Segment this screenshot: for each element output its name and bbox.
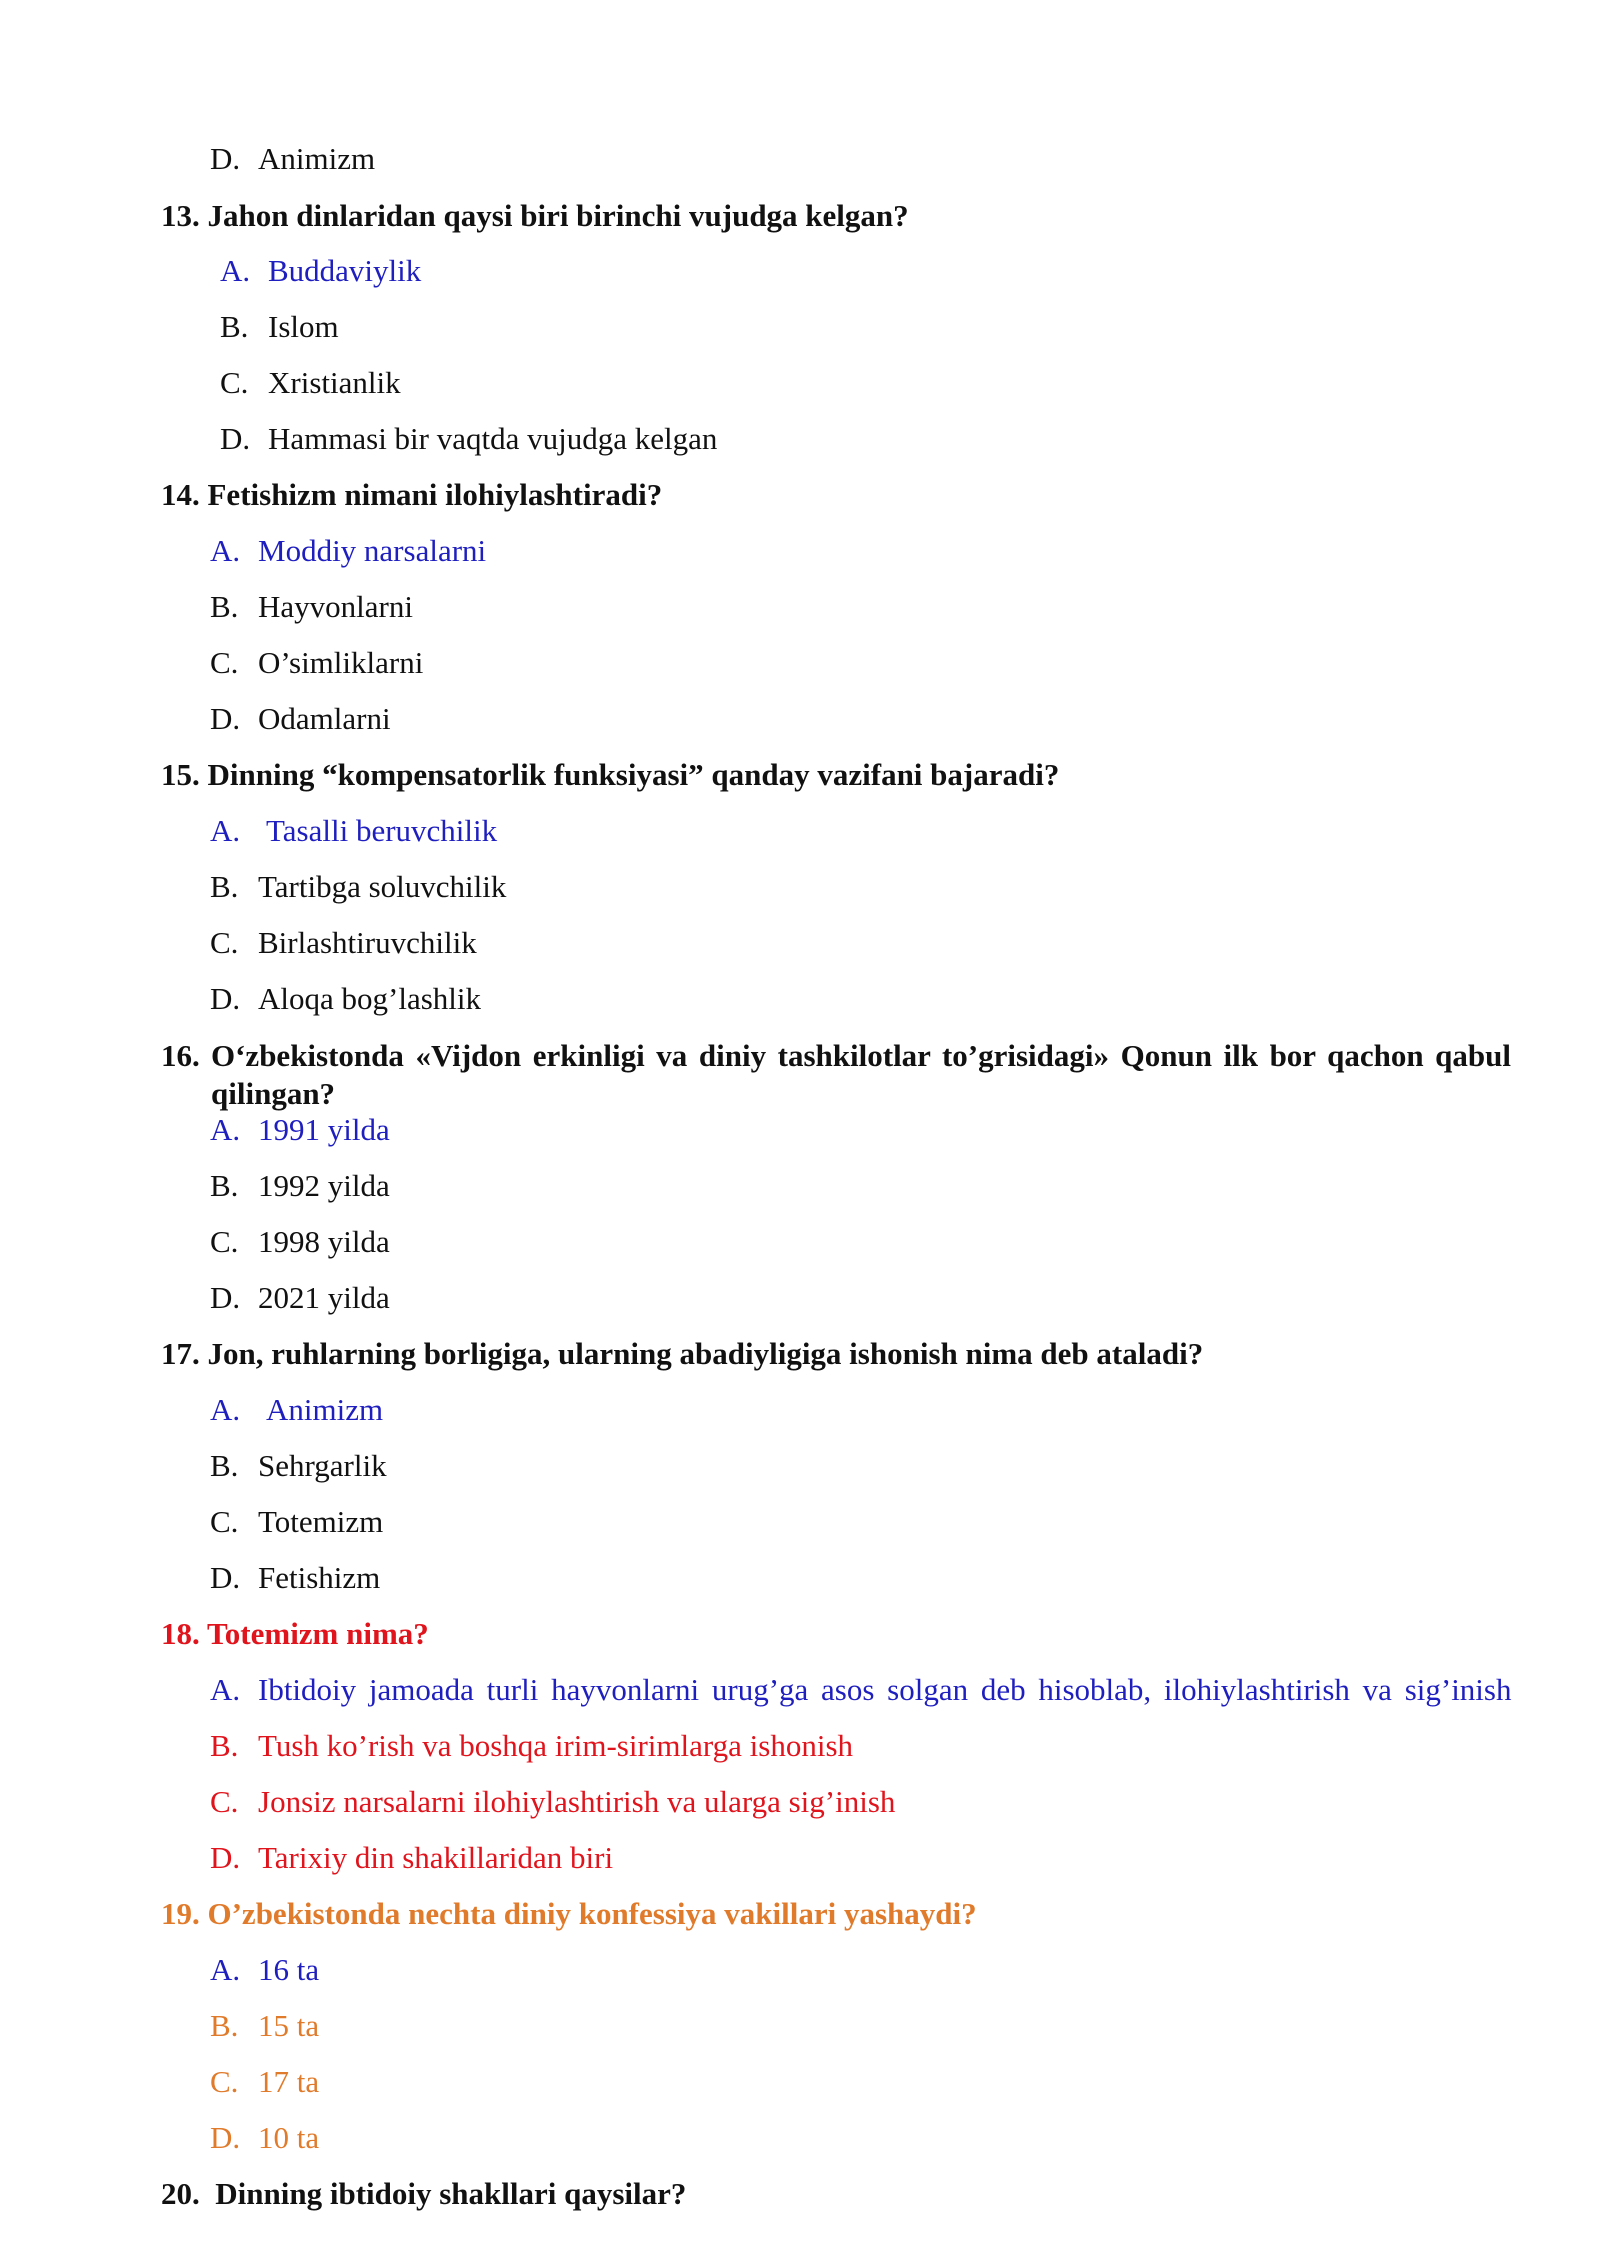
option-item: [210, 1110, 390, 1150]
option-text: Aloqa bog’lashlik: [258, 981, 481, 1016]
option-item: [220, 363, 401, 403]
option-letter: D.: [210, 701, 241, 736]
option-letter: C.: [210, 1784, 239, 1819]
option-text: Buddaviylik: [268, 253, 422, 288]
option-letter: B.: [210, 1728, 239, 1763]
question-number: 14.: [161, 477, 200, 512]
option-item: [210, 811, 497, 851]
question-17: [161, 1334, 1203, 1374]
option-item: [210, 2062, 319, 2102]
option-text: Sehrgarlik: [258, 1448, 387, 1483]
option-letter: A.: [210, 533, 241, 568]
option-item: [210, 1782, 895, 1822]
question-number: 16.: [161, 1038, 200, 1073]
option-item: [210, 1950, 319, 1990]
option-item: [210, 1838, 613, 1878]
option-letter: D.: [210, 1280, 241, 1315]
option-letter: C.: [210, 2064, 239, 2099]
option-letter: C.: [210, 645, 239, 680]
option-text: 1992 yilda: [258, 1168, 390, 1203]
option-letter: D.: [210, 141, 241, 176]
option-item: [210, 1166, 390, 1206]
question-number: 18.: [161, 1616, 200, 1651]
question-text: Dinning “kompensatorlik funksiyasi” qanday vazifani bajaradi?: [207, 757, 1060, 792]
question-14: [161, 475, 662, 515]
option-text: Islom: [268, 309, 339, 344]
question-text: O‘zbekistonda «Vijdon erkinligi va diniy tashkilotlar to’grisidagi» Qonun ilk bor qachon qabul qilingan?: [211, 1038, 1511, 1111]
option-text: Tartibga soluvchilik: [258, 869, 507, 904]
option-text: Ibtidoiy jamoada turli hayvonlarni urug’ga asos solgan deb hisoblab, ilohiylashtirish va sig’inish: [258, 1672, 1512, 1707]
option-text: Hammasi bir vaqtda vujudga kelgan: [268, 421, 718, 456]
question-number: 17.: [161, 1336, 200, 1371]
option-item: [210, 1278, 390, 1318]
option-text: 10 ta: [258, 2120, 320, 2155]
option-text: Xristianlik: [268, 365, 401, 400]
option-text: Jonsiz narsalarni ilohiylashtirish va ularga sig’inish: [258, 1784, 896, 1819]
option-letter: C.: [210, 1504, 239, 1539]
question-number: 19.: [161, 1896, 200, 1931]
option-item: [210, 1390, 383, 1430]
option-letter: D.: [210, 1840, 241, 1875]
option-text: Hayvonlarni: [258, 589, 413, 624]
option-letter: B.: [210, 1448, 239, 1483]
question-13: [161, 196, 909, 236]
question-text: Jon, ruhlarning borligiga, ularning abadiyligiga ishonish nima deb ataladi?: [207, 1336, 1204, 1371]
question-20: [161, 2174, 686, 2214]
option-text: Fetishizm: [258, 1560, 381, 1595]
option-letter: A.: [210, 1672, 241, 1707]
option-text: Birlashtiruvchilik: [258, 925, 477, 960]
option-letter: C.: [220, 365, 249, 400]
option-text: Moddiy narsalarni: [258, 533, 487, 568]
option-item: [210, 867, 506, 907]
option-text: 15 ta: [258, 2008, 320, 2043]
option-letter: D.: [210, 1560, 241, 1595]
option-letter: C.: [210, 925, 239, 960]
question-19: [161, 1894, 977, 1934]
option-text: 17 ta: [258, 2064, 320, 2099]
option-item: [210, 979, 481, 1019]
option-text: 1991 yilda: [258, 1112, 390, 1147]
option-letter: D.: [210, 2120, 241, 2155]
question-number: 13.: [161, 198, 200, 233]
option-letter: D.: [220, 421, 251, 456]
question-number: 15.: [161, 757, 200, 792]
option-text: Tarixiy din shakillaridan biri: [258, 1840, 614, 1875]
option-item: [210, 1446, 387, 1486]
option-letter: C.: [210, 1224, 239, 1259]
option-letter: A.: [220, 253, 251, 288]
option-text: Odamlarni: [258, 701, 391, 736]
option-letter: A.: [210, 1952, 241, 1987]
question-text: Fetishizm nimani ilohiylashtiradi?: [207, 477, 663, 512]
option-letter: B.: [220, 309, 249, 344]
option-item: [210, 1222, 390, 1262]
option-letter: B.: [210, 2008, 239, 2043]
option-letter: B.: [210, 869, 239, 904]
question-text: Dinning ibtidoiy shakllari qaysilar?: [215, 2176, 687, 2211]
option-item: [210, 531, 486, 571]
option-item: [210, 587, 413, 627]
option-text: O’simliklarni: [258, 645, 424, 680]
option-item: [210, 1670, 1511, 1710]
option-text: 16 ta: [258, 1952, 320, 1987]
option-item: [220, 251, 421, 291]
option-item: [210, 1726, 853, 1766]
option-item: [210, 1558, 380, 1598]
option-letter: A.: [210, 813, 241, 848]
option-item: [210, 923, 477, 963]
option-text: 2021 yilda: [258, 1280, 390, 1315]
option-item: [210, 699, 391, 739]
option-letter: B.: [210, 1168, 239, 1203]
option-item: [220, 419, 717, 459]
option-text: Animizm: [258, 141, 376, 176]
question-text: O’zbekistonda nechta diniy konfessiya vakillari yashaydi?: [207, 1896, 977, 1931]
option-letter: A.: [210, 1112, 241, 1147]
option-item: [210, 2118, 319, 2158]
option-text: Animizm: [266, 1392, 384, 1427]
option-letter: A.: [210, 1392, 241, 1427]
option-letter: D.: [210, 981, 241, 1016]
option-text: Totemizm: [258, 1504, 384, 1539]
question-text: Jahon dinlaridan qaysi biri birinchi vujudga kelgan?: [207, 198, 909, 233]
option-item: [210, 643, 423, 683]
option-text: Tasalli beruvchilik: [266, 813, 498, 848]
question-text: Totemizm nima?: [206, 1616, 429, 1651]
option-item: [210, 1502, 383, 1542]
option-item: [210, 2006, 319, 2046]
option-text: 1998 yilda: [258, 1224, 390, 1259]
option-letter: B.: [210, 589, 239, 624]
option-item: [210, 139, 375, 179]
option-item: [220, 307, 339, 347]
option-text: Tush ko’rish va boshqa irim-sirimlarga ishonish: [258, 1728, 854, 1763]
question-18: [161, 1614, 429, 1654]
question-number: 20.: [161, 2176, 200, 2211]
question-16: [161, 1037, 1511, 1113]
question-15: [161, 755, 1059, 795]
